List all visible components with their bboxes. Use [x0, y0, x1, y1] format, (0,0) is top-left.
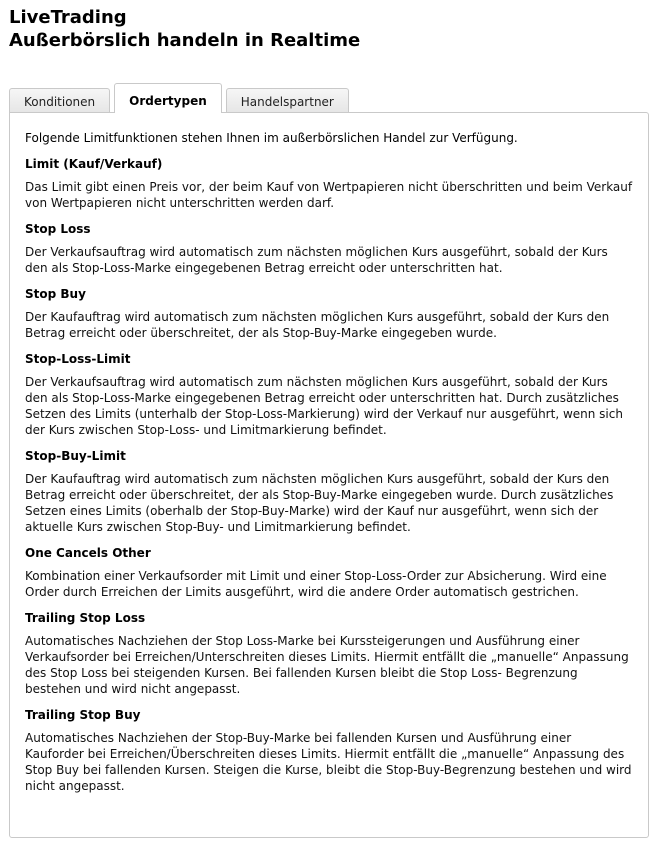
tab-ordertypen[interactable]: Ordertypen: [114, 83, 222, 113]
page-title: [9, 6, 660, 52]
section-trailing-stop-buy: [25, 707, 633, 794]
section-one-cancels-other: [25, 545, 633, 600]
section-text: Der Verkaufsauftrag wird automatisch zum nächsten möglichen Kurs ausgeführt, sobald der Kurs den als Stop-Loss-Marke eingegebenen Betrag erreicht oder unterschritten hat. Durch zusätzliches Setzen des Limits (unterhalb der Stop-Loss-Markierung) wird der Verkauf nur ausgeführt, wenn sich der Kurs zwischen Stop-Loss- und Limitmarkierung befindet.: [25, 375, 623, 437]
section-trailing-stop-loss: [25, 610, 633, 697]
tab-handelspartner[interactable]: Handelspartner: [226, 88, 349, 115]
section-heading: One Cancels Other: [25, 546, 151, 560]
section-stop-buy-limit: [25, 448, 633, 535]
intro-text: Folgende Limitfunktionen stehen Ihnen im außerbörslichen Handel zur Verfügung.: [25, 131, 518, 145]
page-title-line1: LiveTrading: [9, 7, 127, 28]
tab-panel-ordertypen: [9, 112, 649, 838]
section-heading: Trailing Stop Buy: [25, 708, 141, 722]
section-heading: Trailing Stop Loss: [25, 611, 146, 625]
page-title-line2: Außerbörslich handeln in Realtime: [9, 30, 361, 51]
section-limit: [25, 156, 633, 211]
section-stop-loss-limit: [25, 351, 633, 438]
section-stop-loss: [25, 221, 633, 276]
page-header: [0, 0, 660, 52]
section-text: Der Kaufauftrag wird automatisch zum nächsten möglichen Kurs ausgeführt, sobald der Kurs den Betrag erreicht oder überschreitet, der als Stop-Buy-Marke eingegeben wurde.: [25, 310, 610, 340]
section-heading: Stop Buy: [25, 287, 86, 301]
section-text: Kombination einer Verkaufsorder mit Limit und einer Stop-Loss-Order zur Absicherung. Wird eine Order durch Erreichen der Limits ausgeführt, wird die andere Order automatisch gestrichen.: [25, 569, 607, 599]
section-text: Automatisches Nachziehen der Stop Loss-Marke bei Kurssteigerungen und Ausführung einer Verkaufsorder bei Erreichen/Unterschreiten dieses Limits. Hiermit entfällt die „manuelle“ Anpassung des Stop Loss bei steigenden Kursen. Bei fallenden Kursen bleibt die Stop Loss- Begrenzung bestehen und wird nicht angepasst.: [25, 634, 629, 696]
section-heading: Stop-Buy-Limit: [25, 449, 126, 463]
section-text: Der Kaufauftrag wird automatisch zum nächsten möglichen Kurs ausgeführt, sobald der Kurs den Betrag erreicht oder überschreitet, der als Stop-Buy-Marke eingegeben wurde. Durch zusätzliches Setzen eines Limits (oberhalb der Stop-Buy-Marke) wird der Kauf nur ausgeführt, wenn sich der aktuelle Kurs zwischen Stop-Buy- und Limitmarkierung befindet.: [25, 472, 614, 534]
section-heading: Limit (Kauf/Verkauf): [25, 157, 163, 171]
section-stop-buy: [25, 286, 633, 341]
section-text: Das Limit gibt einen Preis vor, der beim Kauf von Wertpapieren nicht überschritten und beim Verkauf von Wertpapieren nicht unterschritten werden darf.: [25, 180, 633, 210]
section-text: Automatisches Nachziehen der Stop-Buy-Marke bei fallenden Kursen und Ausführung einer Kauforder bei Erreichen/Überschreiten dieses Limits. Hiermit entfällt die „manuelle“ Anpassung des Stop Buy bei fallenden Kursen. Steigen die Kurse, bleibt die Stop-Buy-Begrenzung bestehen und wird nicht angepasst.: [25, 731, 632, 793]
section-heading: Stop Loss: [25, 222, 91, 236]
section-heading: Stop-Loss-Limit: [25, 352, 131, 366]
section-text: Der Verkaufsauftrag wird automatisch zum nächsten möglichen Kurs ausgeführt, sobald der Kurs den als Stop-Loss-Marke eingegebenen Betrag erreicht oder unterschritten hat.: [25, 245, 608, 275]
tab-konditionen[interactable]: Konditionen: [9, 88, 110, 115]
tab-bar: [9, 83, 353, 112]
